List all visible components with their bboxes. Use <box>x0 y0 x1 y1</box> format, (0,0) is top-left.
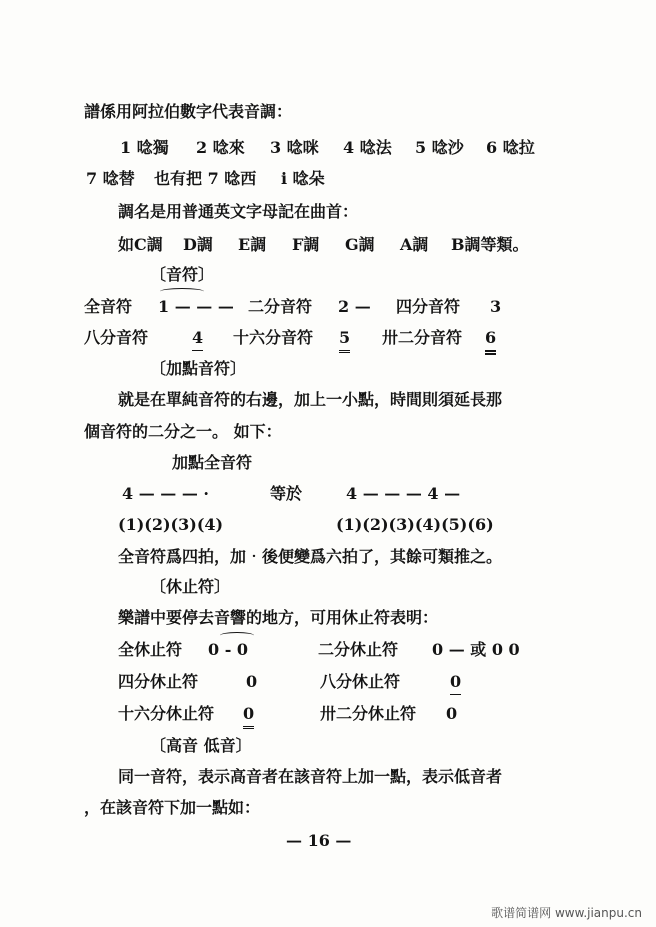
eighth-rest-label: 八分休止符 <box>320 672 401 691</box>
solfege-item: 2 唸來 <box>196 138 245 157</box>
key-item: G調 <box>345 235 375 254</box>
key-item: D調 <box>183 235 213 254</box>
half-rest-label: 二分休止符 <box>318 640 399 659</box>
half-rest-symbol: 0 — 或 0 0 <box>432 640 520 659</box>
whole-note-symbol: 1 — — — <box>158 297 234 316</box>
counts-right: (1)(2)(3)(4)(5)(6) <box>336 515 494 534</box>
octave-heading: 〔高音 低音〕 <box>150 736 252 755</box>
quarter-rest-symbol: 0 <box>246 672 258 691</box>
whole-rest-symbol: 0 - 0 <box>208 640 249 659</box>
key-item: 如C調 <box>118 235 163 254</box>
dotted-desc-line-1: 就是在單純音符的右邊，加上一小點，時間則須延長那 <box>118 390 503 409</box>
thirtysecond-note-label: 卅二分音符 <box>382 328 463 347</box>
key-item: E調 <box>238 235 267 254</box>
dotted-whole-label: 加點全音符 <box>172 453 253 472</box>
dotted-example-left: 4 — — — · <box>122 484 209 503</box>
counts-left: (1)(2)(3)(4) <box>118 515 224 534</box>
octave-desc-line-2: ，在該音符下加一點如： <box>84 798 261 817</box>
solfege-item: 6 唸拉 <box>486 138 535 157</box>
quarter-rest-label: 四分休止符 <box>118 672 199 691</box>
dotted-heading: 〔加點音符〕 <box>150 359 247 378</box>
solfege-item: i 唸朵 <box>281 169 325 188</box>
quarter-note-symbol: 3 <box>490 297 502 316</box>
key-item: F調 <box>292 235 320 254</box>
solfege-item: 4 唸法 <box>343 138 392 157</box>
tie-arc <box>160 288 204 295</box>
sixteenth-note-symbol: 5 <box>339 327 350 353</box>
half-note-label: 二分音符 <box>248 297 313 316</box>
solfege-item: 7 唸替 <box>86 169 135 188</box>
key-item: A調 <box>400 235 429 254</box>
thirtysecond-rest-symbol: 0 <box>446 704 458 723</box>
dotted-conclusion: 全音符爲四拍，加‧後便變爲六拍了，其餘可類推之。 <box>118 547 503 566</box>
thirtysecond-note-symbol: 6 <box>485 327 496 355</box>
thirtysecond-rest-label: 卅二分休止符 <box>320 704 417 723</box>
tie-arc <box>220 632 254 639</box>
half-note-symbol: 2 — <box>338 297 371 316</box>
rest-heading: 〔休止符〕 <box>150 577 231 596</box>
key-item: B調等類。 <box>451 235 529 254</box>
page-number: — 16 — <box>286 831 352 850</box>
solfege-item: 3 唸咪 <box>270 138 319 157</box>
sixteenth-rest-symbol: 0 <box>243 703 254 729</box>
notes-heading: 〔音符〕 <box>150 265 215 284</box>
solfege-item: 也有把 7 唸西 <box>154 169 257 188</box>
key-intro-text: 調名是用普通英文字母記在曲首： <box>118 202 359 221</box>
quarter-note-label: 四分音符 <box>396 297 461 316</box>
equals-label: 等於 <box>270 484 303 503</box>
solfege-item: 5 唸沙 <box>415 138 464 157</box>
octave-desc-line-1: 同一音符，表示高音者在該音符上加一點，表示低音者 <box>118 767 503 786</box>
dotted-example-right: 4 — — — 4 — <box>346 484 461 503</box>
rest-desc: 樂譜中要停去音響的地方，可用休止符表明： <box>118 608 439 627</box>
site-watermark: 歌谱简谱网 www.jianpu.cn <box>491 906 642 920</box>
eighth-rest-symbol: 0 <box>450 671 461 695</box>
eighth-note-symbol: 4 <box>192 327 203 351</box>
whole-rest-label: 全休止符 <box>118 640 183 659</box>
eighth-note-label: 八分音符 <box>84 328 149 347</box>
whole-note-label: 全音符 <box>84 297 133 316</box>
sixteenth-note-label: 十六分音符 <box>233 328 314 347</box>
dotted-desc-line-2: 個音符的二分之一。 如下： <box>84 422 282 441</box>
solfege-item: 1 唸獨 <box>120 138 169 157</box>
sixteenth-rest-label: 十六分休止符 <box>118 704 215 723</box>
intro-text: 譜係用阿拉伯數字代表音調： <box>84 102 293 121</box>
